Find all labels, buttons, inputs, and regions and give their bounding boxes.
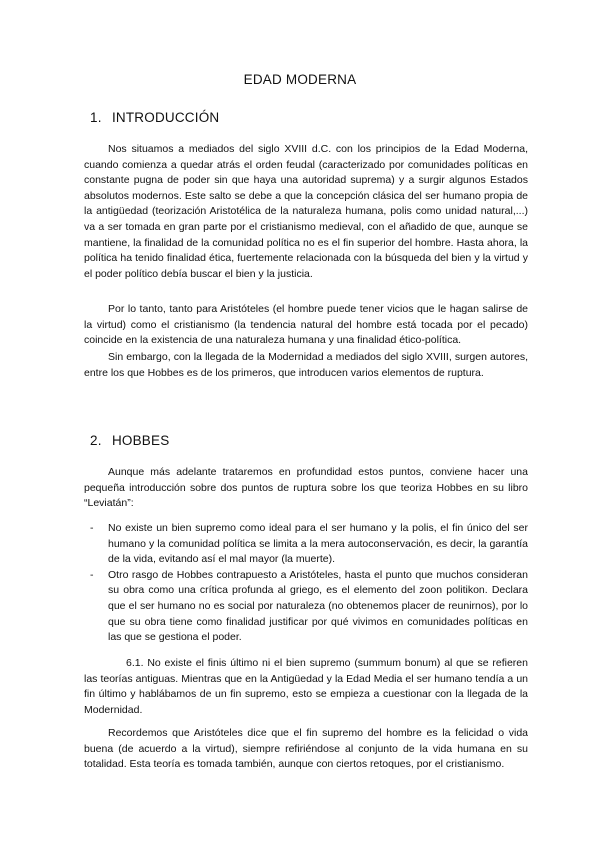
list-item-text: Otro rasgo de Hobbes contrapuesto a Aristóteles, hasta el punto que muchos consideran su obra como una crítica profunda al griego, es el elemento del zoon politikon. Declara que el ser humano no es social por naturaleza (no obtenemos placer de reunirnos), por lo que su obra tiene como finalidad justificar por qué vivimos en comunidades políticas en las que se gestiona el poder. (108, 568, 528, 644)
section-heading-introduccion (90, 110, 219, 125)
paragraph: Aunque más adelante trataremos en profundidad estos puntos, conviene hacer una pequeña introducción sobre dos puntos de ruptura sobre los que teoriza Hobbes en su libro “Leviatán”: (84, 466, 528, 510)
section-title: HOBBES (111, 433, 170, 448)
paragraph: Recordemos que Aristóteles dice que el fin supremo del hombre es la felicidad o vida buena (de acuerdo a la virtud), siempre refiriéndose al conjunto de la vida humana en su totalidad. Esta teoría es tomada también, aunque con ciertos retoques, por el cristianismo. (84, 727, 528, 771)
subsection-paragraph: 6.1. No existe el finis último ni el bien supremo (summum bonum) al que se refieren las teorías antiguas. Mientras que en la Antigüedad y la Edad Media el ser humano tendía a un fin último y hablábamos de un fin supremo, esto se empieza a cuestionar con la llegada de la Modernidad. (84, 657, 528, 716)
list-item (84, 521, 528, 568)
document-title: EDAD MODERNA (243, 72, 357, 87)
paragraph: Por lo tanto, tanto para Aristóteles (el hombre puede tener vicios que le hagan salirse de la virtud) como el cristianismo (la tendencia natural del hombre está tocada por el pecado) coincide en la existencia de una naturaleza humana y una finalidad ético-política. (84, 303, 528, 347)
section-number: 2. (90, 433, 102, 448)
section-number: 1. (90, 110, 102, 125)
paragraph: Nos situamos a mediados del siglo XVIII d.C. con los principios de la Edad Moderna, cuando comienza a quedar atrás el orden feudal (caracterizado por comunidades políticas en constante pugna de poder sin que haya una autoridad suprema) y a surgir algunos Estados absolutos modernos. Este salto se debe a que la concepción clásica del ser humano propia de la antigüedad (teorización Aristotélica de la naturaleza humana, polis como unidad natural,...) va a ser tomada en gran parte por el cristianismo medieval, con el añadido de que, aunque se mantiene, la finalidad de la comunidad política no es el fin superior del hombre. Hasta ahora, la política ha tenido finalidad ética, fuertemente relacionada con la búsqueda del bien y la virtud y el poder político debía buscar el bien y la justicia. (84, 143, 528, 280)
bullet-marker: - (90, 522, 94, 534)
list-item (84, 568, 528, 646)
paragraph: Sin embargo, con la llegada de la Modernidad a mediados del siglo XVIII, surgen autores, entre los que Hobbes es de los primeros, que introducen varios elementos de ruptura. (84, 351, 528, 379)
list-item-text: No existe un bien supremo como ideal para el ser humano y la polis, el fin único del ser humano y la comunidad política se limita a la mera autoconservación, es decir, la garantía de la vida, evitando así el mal mayor (la muerte). (108, 522, 528, 566)
section-title: INTRODUCCIÓN (111, 110, 220, 125)
bullet-list (84, 521, 528, 646)
section-heading-hobbes (90, 433, 169, 448)
bullet-marker: - (90, 568, 94, 581)
